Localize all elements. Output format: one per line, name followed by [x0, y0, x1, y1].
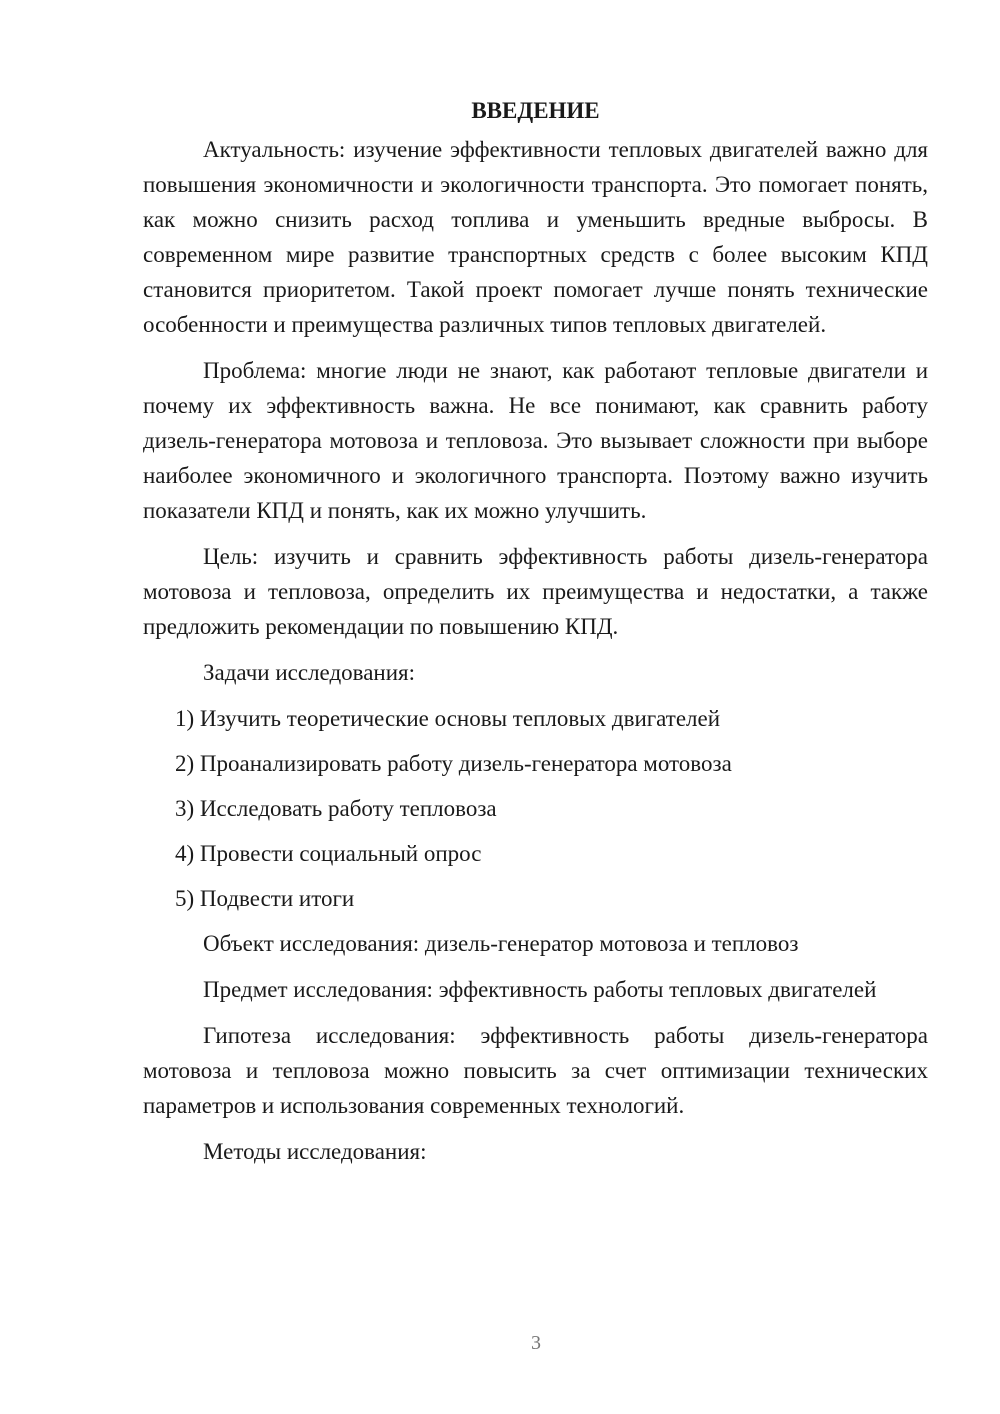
task-item: 3) Исследовать работу тепловоза: [175, 796, 497, 821]
methods-title: Методы исследования:: [203, 1139, 427, 1164]
paragraph-subject: Предмет исследования: эффективность работы тепловых двигателей: [203, 977, 877, 1002]
tasks-title: Задачи исследования:: [203, 660, 416, 685]
task-item: 4) Провести социальный опрос: [175, 841, 482, 866]
section-heading: ВВЕДЕНИЕ: [471, 98, 600, 123]
paragraph-goal: Цель: изучить и сравнить эффективность работы дизель-генератора мотовоза и тепловоза, определить их преимущества и недостатки, а также предложить рекомендации по повышению КПД.: [143, 544, 928, 639]
paragraph-relevance: Актуальность: изучение эффективности тепловых двигателей важно для повышения экономичности и экологичности транспорта. Это помогает понять, как можно снизить расход топлива и уменьшить вредные выбросы. В современном мире развитие транспортных средств с более высоким КПД становится приоритетом. Такой проект помогает лучше понять технические особенности и преимущества различных типов тепловых двигателей.: [143, 137, 928, 337]
document-page: [143, 93, 928, 1180]
paragraph-hypothesis: Гипотеза исследования: эффективность работы дизель-генератора мотовоза и тепловоза можно повысить за счет оптимизации технических параметров и использования современных технологий.: [143, 1023, 928, 1118]
paragraph-problem: Проблема: многие люди не знают, как работают тепловые двигатели и почему их эффективность важна. Не все понимают, как сравнить работу дизель-генератора мотовоза и тепловоза. Это вызывает сложности при выборе наиболее экономичного и экологичного транспорта. Поэтому важно изучить показатели КПД и понять, как их можно улучшить.: [143, 358, 928, 523]
page-number: 3: [531, 1332, 541, 1354]
paragraph-object: Объект исследования: дизель-генератор мотовоза и тепловоз: [203, 931, 799, 956]
task-item: 1) Изучить теоретические основы тепловых двигателей: [175, 706, 721, 731]
task-item: 5) Подвести итоги: [175, 886, 355, 911]
task-item: 2) Проанализировать работу дизель-генератора мотовоза: [175, 751, 732, 776]
